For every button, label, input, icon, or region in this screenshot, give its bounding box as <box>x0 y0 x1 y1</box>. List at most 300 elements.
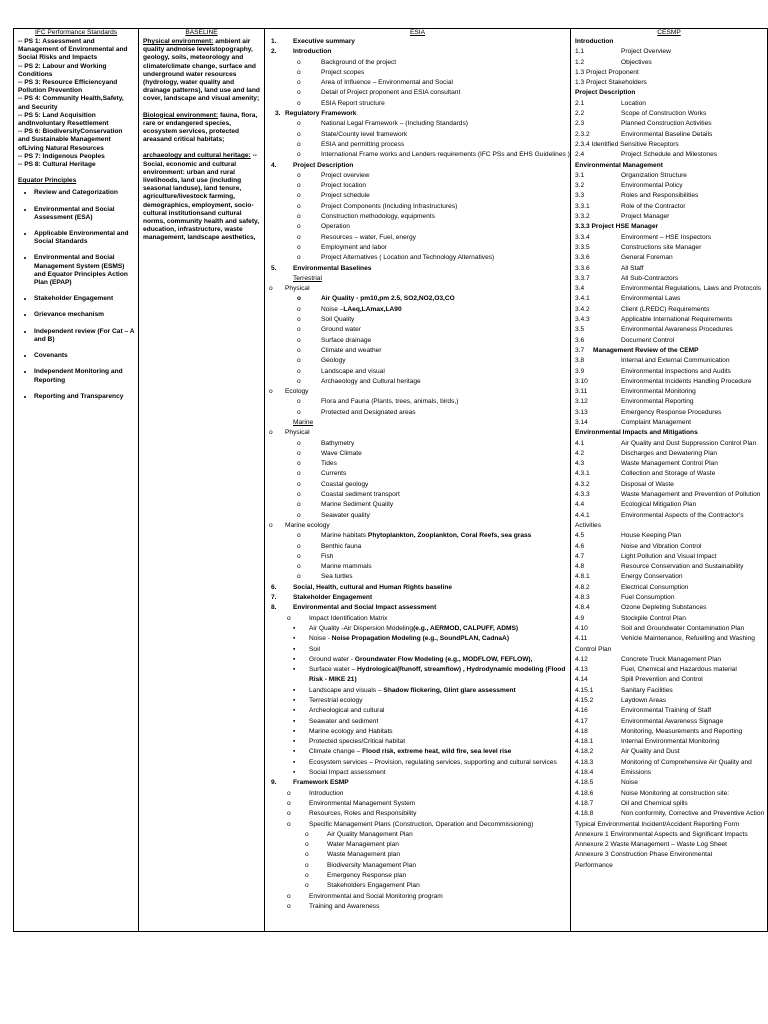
esia-line <box>265 337 570 347</box>
esia-line-marker: 1. <box>271 38 277 45</box>
ps-item: -- PS 7: Indigenous Peoples <box>18 152 105 160</box>
cesmp-line <box>571 851 767 861</box>
cesmp-line <box>571 656 767 666</box>
esia-line-text: Environmental Baselines <box>293 264 372 272</box>
cesmp-line <box>571 450 767 460</box>
esia-line <box>265 398 570 408</box>
cesmp-line-number: 3.14 <box>575 418 588 426</box>
esia-line-text: Landscape and visual <box>321 367 385 375</box>
esia-line-text: Framework ESMP <box>293 779 349 787</box>
esia-line-marker: o <box>297 470 301 478</box>
cesmp-line <box>571 38 767 48</box>
ps-list <box>14 38 138 185</box>
cesmp-line-text: Role of the Contractor <box>621 202 686 210</box>
cesmp-line <box>571 398 767 408</box>
framework-comparison-table <box>13 28 768 932</box>
cesmp-line-number: 3.10 <box>575 377 588 385</box>
cesmp-line-text: Client (LREDC) Requirements <box>621 305 710 313</box>
esia-line <box>265 89 570 99</box>
esia-line-marker: o <box>297 439 301 447</box>
esia-line-text-plain: Noise - <box>309 635 332 643</box>
esia-line-text: Social, Health, cultural and Human Rights baseline <box>293 583 453 591</box>
cesmp-line-text: Fuel Consumption <box>621 594 675 602</box>
cesmp-line <box>571 501 767 511</box>
cesmp-line-text: Environmental Baseline Details <box>621 130 713 138</box>
esia-line-text: Water Management plan <box>327 841 399 849</box>
cesmp-line-text: Spill Prevention and Control <box>621 676 703 684</box>
cesmp-line-number: 3.1 <box>575 171 585 179</box>
cesmp-line-number: 2.3 <box>575 120 585 128</box>
cesmp-line-number: 3.9 <box>575 367 585 375</box>
cesmp-line-number: 3.3.6 <box>575 254 590 262</box>
esia-line <box>265 409 570 419</box>
esia-line-text: Protected species/Critical habitat <box>309 738 406 746</box>
esia-line <box>265 491 570 501</box>
cesmp-line-number: 4.17 <box>575 717 588 725</box>
cesmp-line <box>571 275 767 285</box>
esia-line-text: Archeological and cultural <box>309 707 385 715</box>
esia-line-text: ESIA Report structure <box>321 99 385 107</box>
esia-line-marker: o <box>297 542 301 550</box>
esia-line-text: Geology <box>321 357 346 365</box>
biological-text: fauna, flora, rare or endangered species, ecosystem services, protected areasand critical habitats; <box>143 111 258 144</box>
esia-line-marker: ▪ <box>293 707 296 715</box>
esia-line <box>265 522 570 532</box>
esia-line <box>265 810 570 820</box>
cesmp-line <box>571 79 767 89</box>
esia-line-marker: o <box>297 171 301 179</box>
esia-line-text <box>309 666 565 674</box>
esia-column <box>264 28 571 932</box>
cesmp-line <box>571 769 767 779</box>
cesmp-line-number: 1.3 Project Proponent <box>575 68 639 76</box>
cesmp-line <box>571 532 767 542</box>
esia-line <box>265 59 570 69</box>
esia-line-text: State/County level framework <box>321 130 408 138</box>
ps-item: -- PS 5: Land Acquisition andInvoluntary Resettlement <box>18 111 109 128</box>
cesmp-line-number: Project Description <box>575 89 636 97</box>
esia-line <box>265 120 570 130</box>
cesmp-line-number: 3.7 <box>575 346 585 354</box>
baseline-column <box>138 28 265 932</box>
cesmp-line-text: Energy Conservation <box>621 573 683 581</box>
esia-line <box>265 141 570 151</box>
esia-line-marker: o <box>297 182 301 190</box>
esia-line <box>265 306 570 316</box>
cesmp-line <box>571 862 767 872</box>
cesmp-line-number: 4.2 <box>575 449 585 457</box>
ps-item: -- PS 2: Labour and Working Conditions <box>18 62 107 78</box>
esia-line-text: Bathymetry <box>321 439 355 447</box>
cesmp-line-number: 2.4 <box>575 151 585 159</box>
cesmp-line <box>571 326 767 336</box>
esia-line-text-bold: Groundwater Flow Modeling (e.g., MODFLOW, FEFLOW), <box>354 655 533 663</box>
esia-line-marker: o <box>297 573 301 581</box>
cesmp-line <box>571 553 767 563</box>
esia-line-marker: ▪ <box>293 624 296 632</box>
esia-line-marker: ▪ <box>293 748 296 756</box>
cesmp-line-number: 4.6 <box>575 542 585 550</box>
cesmp-line-number: 3.3 <box>575 192 585 200</box>
esia-line-marker: o <box>287 789 291 797</box>
esia-line-marker: o <box>287 614 291 622</box>
esia-line-marker: o <box>297 254 301 262</box>
esia-line-marker: o <box>297 532 301 540</box>
cesmp-line <box>571 316 767 326</box>
esia-line-text: Environmental and Social Impact assessment <box>293 604 437 612</box>
esia-line-marker: o <box>297 398 301 406</box>
cesmp-line-number: Performance <box>575 861 613 869</box>
esia-line-text <box>309 656 532 664</box>
cesmp-line-text: Disposal of Waste <box>621 480 674 488</box>
cesmp-line-text: Document Control <box>621 336 675 344</box>
esia-line-text: Introduction <box>293 48 332 56</box>
esia-line <box>265 512 570 522</box>
esia-header: ESIA <box>409 29 426 36</box>
esia-line-text-plain: Surface water – <box>309 666 358 674</box>
esia-line <box>265 213 570 223</box>
cesmp-line-number: 4.16 <box>575 707 588 715</box>
esia-line-text: Project schedule <box>321 192 370 200</box>
cesmp-line-text: Environmental Reporting <box>621 398 694 406</box>
esia-line-text: Archaeology and Cultural heritage <box>321 377 421 385</box>
esia-line <box>265 800 570 810</box>
equator-item: • Independent review (For Cat – A and B) <box>34 328 138 344</box>
esia-line-marker: o <box>287 902 291 910</box>
esia-line-text: Wave Climate <box>321 449 362 457</box>
cesmp-line-text: Fuel, Chemical and Hazardous material <box>621 666 737 674</box>
cesmp-line <box>571 666 767 676</box>
cesmp-line-text: Oil and Chemical spills <box>621 799 688 807</box>
esia-line-text: Marine <box>293 418 314 426</box>
esia-line-text: Impact Identification Matrix <box>309 614 388 622</box>
esia-line-text: Coastal sediment transport <box>321 491 400 499</box>
physical-text: ambient air quality andnoise levelstopography, geology, soils, meteorology and climate/climate change, surface and underground water resources (hydrology, water quality and drainage patterns), land use and land cover, landscape and visual amenity; <box>143 38 260 103</box>
cesmp-line-number: 4.4.1 <box>575 511 590 519</box>
ps-item: -- PS 4: Community Health,Safety, and Security <box>18 95 124 111</box>
esia-line-marker: 5. <box>271 264 277 272</box>
esia-line-text: Project location <box>321 182 367 190</box>
esia-line <box>265 903 570 913</box>
esia-line-text <box>309 687 516 695</box>
esia-line-marker: o <box>287 892 291 900</box>
cesmp-line-text: Emergency Response Procedures <box>621 408 722 416</box>
esia-line-text: Environmental Management System <box>309 799 416 807</box>
cesmp-line-text: All Sub-Contractors <box>621 274 679 282</box>
cesmp-line <box>571 584 767 594</box>
cesmp-header: CESMP <box>657 29 681 36</box>
equator-item: • Independent Monitoring and Reporting <box>34 368 138 384</box>
esia-line-marker: o <box>297 367 301 375</box>
esia-line-marker: ▪ <box>293 666 296 674</box>
cesmp-line-text: Resource Conservation and Sustainability <box>621 563 744 571</box>
cesmp-line-number: 1.3 Project Stakeholders <box>575 79 647 87</box>
esia-line-text: Benthic fauna <box>321 542 362 550</box>
esia-line <box>265 254 570 264</box>
esia-line-text: Introduction <box>309 789 344 797</box>
cesmp-line-text: Complaint Management <box>621 418 692 426</box>
cesmp-line-text: Noise <box>621 779 638 787</box>
esia-line-marker: 4. <box>271 161 277 169</box>
esia-line-text: Project Components (Including Infrastructures) <box>321 202 458 210</box>
cesmp-line-text: Project Schedule and Milestones <box>621 151 718 159</box>
cesmp-line-number: Activities <box>575 521 602 529</box>
archaeology-heritage <box>139 152 264 242</box>
cesmp-line-number: 3.4.1 <box>575 295 590 303</box>
esia-line-marker: o <box>297 130 301 138</box>
cesmp-line <box>571 295 767 305</box>
cesmp-line-text: Environmental Regulations, Laws and Protocols <box>621 285 762 293</box>
esia-line <box>265 728 570 738</box>
cesmp-line-text: Monitoring, Measurements and Reporting <box>621 727 743 735</box>
cesmp-line <box>571 254 767 264</box>
cesmp-line-number: 4.8.2 <box>575 583 590 591</box>
cesmp-line-text: Waste Management and Prevention of Pollution <box>621 491 761 499</box>
cesmp-outline <box>571 38 767 872</box>
esia-line-text: Marine mammals <box>321 563 372 571</box>
esia-line <box>265 831 570 841</box>
esia-line-marker: o <box>297 346 301 354</box>
cesmp-line-text: Roles and Responsibilities <box>621 192 699 200</box>
esia-line-marker: o <box>287 799 291 807</box>
cesmp-line-number: 4.5 <box>575 532 585 540</box>
esia-line <box>265 635 570 645</box>
cesmp-line-number: 4.7 <box>575 552 585 560</box>
cesmp-line-text: Planned Construction Activities <box>621 120 712 128</box>
esia-line-text-plain: Air Quality -Air Dispersion Modeling <box>309 624 414 632</box>
equator-item: • Environmental and Social Assessment (ESA) <box>34 206 138 222</box>
cesmp-line-text: Noise Monitoring at construction site: <box>621 789 730 797</box>
cesmp-line-number: 4.14 <box>575 676 588 684</box>
cesmp-line <box>571 69 767 79</box>
esia-line-marker: o <box>297 120 301 128</box>
cesmp-line-text: All Staff <box>621 264 644 272</box>
esia-line-text: Environmental and Social Monitoring program <box>309 892 443 900</box>
biological-label: Biological environment: <box>143 111 219 119</box>
cesmp-line-number: 4.18.4 <box>575 769 594 777</box>
cesmp-line-number: 4.4 <box>575 501 585 509</box>
esia-line <box>265 646 570 656</box>
esia-line-marker: o <box>297 336 301 344</box>
cesmp-line-number: 2.1 <box>575 99 585 107</box>
esia-line-text: Physical <box>285 429 310 437</box>
esia-line-text: Executive summary <box>293 38 355 45</box>
cesmp-line-text: Vehicle Maintenance, Refuelling and Washing <box>621 635 755 643</box>
esia-line <box>265 604 570 614</box>
esia-line <box>265 378 570 388</box>
cesmp-line-number: 4.8.4 <box>575 604 590 612</box>
esia-line <box>265 821 570 831</box>
esia-line-marker: ▪ <box>293 645 296 653</box>
cesmp-line <box>571 841 767 851</box>
baseline-header: BASELINE <box>185 29 218 36</box>
esia-line-marker: o <box>297 552 301 560</box>
esia-line-marker: o <box>305 851 309 859</box>
cesmp-line <box>571 718 767 728</box>
cesmp-line <box>571 131 767 141</box>
cesmp-line-number: 4.18.1 <box>575 738 594 746</box>
cesmp-column <box>570 28 768 932</box>
esia-line-marker: 2. <box>271 48 277 56</box>
esia-line-marker: 7. <box>271 594 277 602</box>
cesmp-line-number: Annexure 3 Construction Phase Environmental <box>575 851 713 859</box>
cesmp-line <box>571 357 767 367</box>
esia-line-text-bold: Flood risk, extreme heat, wild fire, sea level rise <box>362 748 512 756</box>
esia-line-text: Area of Influence – Environmental and Social <box>321 79 453 87</box>
esia-line <box>265 285 570 295</box>
esia-line-text: Ecology <box>285 388 309 396</box>
cesmp-line-text: Environmental Training of Staff <box>621 707 712 715</box>
esia-line-marker: o <box>305 841 309 849</box>
esia-line <box>265 676 570 686</box>
cesmp-line <box>571 573 767 583</box>
archaeology-label: archaeology and cultural heritage: <box>143 152 251 160</box>
esia-line <box>265 79 570 89</box>
ps-item: -- PS 1: Assessment and Management of Environmental and Social Risks and Impacts <box>18 38 128 62</box>
cesmp-line-text: Project Overview <box>621 48 671 56</box>
esia-line-text-bold: Noise Propagation Modeling (e.g., SoundPLAN, CadnaA) <box>331 635 510 643</box>
cesmp-line-text: Applicable International Requirements <box>621 316 733 324</box>
esia-line-marker: o <box>297 408 301 416</box>
esia-line-text: Seawater and sediment <box>309 717 379 725</box>
esia-line-text: Fish <box>321 552 334 560</box>
esia-line-marker: o <box>297 99 301 107</box>
cesmp-line-number: 4.18.2 <box>575 748 594 756</box>
cesmp-line <box>571 337 767 347</box>
cesmp-line <box>571 491 767 501</box>
esia-line <box>265 470 570 480</box>
esia-line-marker: o <box>297 223 301 231</box>
cesmp-line-text: Internal and External Communication <box>621 357 730 365</box>
cesmp-line <box>571 512 767 522</box>
esia-line-text: Project Description <box>293 161 354 169</box>
cesmp-line <box>571 347 767 357</box>
cesmp-line <box>571 419 767 429</box>
esia-line-text: Employment and labor <box>321 243 387 251</box>
esia-line-text: Training and Awareness <box>309 902 380 910</box>
cesmp-line <box>571 676 767 686</box>
cesmp-line-number: 4.15.2 <box>575 697 594 704</box>
esia-line <box>265 584 570 594</box>
esia-line-marker: o <box>297 377 301 385</box>
cesmp-line-text: Environmental Awareness Signage <box>621 717 724 725</box>
esia-line-text: Terrestrial ecology <box>309 697 363 704</box>
esia-line <box>265 893 570 903</box>
esia-line-text-plain: Climate change – <box>309 748 363 756</box>
esia-line <box>265 790 570 800</box>
esia-line-text: Specific Management Plans (Construction, Operation and Decommissioning) <box>309 820 534 828</box>
cesmp-line <box>571 409 767 419</box>
esia-line-text-bold: Phytoplankton, Zooplankton, Coral Reefs, sea grass <box>367 532 532 540</box>
cesmp-line <box>571 707 767 717</box>
cesmp-line-number: 3.12 <box>575 398 588 406</box>
esia-line-text: Soil Quality <box>321 316 355 324</box>
cesmp-line <box>571 234 767 244</box>
esia-line-marker: o <box>297 68 301 76</box>
esia-line <box>265 697 570 707</box>
cesmp-line <box>571 738 767 748</box>
esia-line-text: Tides <box>321 460 337 468</box>
cesmp-line <box>571 522 767 532</box>
esia-line-text: Marine Sediment Quality <box>321 501 394 509</box>
cesmp-line-number: 3.3.6 <box>575 264 590 272</box>
esia-line-text: Operation <box>321 223 350 231</box>
esia-line-marker: o <box>305 830 309 838</box>
cesmp-line <box>571 800 767 810</box>
esia-line-text: Physical <box>285 285 310 293</box>
cesmp-line-number: Environmental Management <box>575 161 663 169</box>
esia-line-text: Terrestrial <box>293 274 322 282</box>
cesmp-line-number: Introduction <box>575 38 614 45</box>
cesmp-line-text: Environmental Monitoring <box>621 388 696 396</box>
cesmp-line <box>571 368 767 378</box>
esia-line <box>265 429 570 439</box>
esia-line-text: National Legal Framework – (Including Standards) <box>321 120 468 128</box>
esia-line-marker: ▪ <box>293 697 296 704</box>
cesmp-line <box>571 265 767 275</box>
cesmp-line <box>571 728 767 738</box>
esia-line <box>265 450 570 460</box>
cesmp-line-text: Objectives <box>621 58 652 66</box>
cesmp-line-text: Stockpile Control Plan <box>621 614 686 622</box>
cesmp-line <box>571 120 767 130</box>
esia-line-text: ESIA and permitting process <box>321 140 405 148</box>
esia-line-marker: o <box>269 521 273 529</box>
esia-line <box>265 594 570 604</box>
cesmp-line <box>571 543 767 553</box>
cesmp-line <box>571 779 767 789</box>
equator-item: • Stakeholder Engagement <box>34 295 138 303</box>
equator-list <box>14 189 138 400</box>
cesmp-line-text: Collection and Storage of Waste <box>621 470 716 478</box>
esia-line-text: Biodiversity Management Plan <box>327 861 417 869</box>
esia-line-marker: o <box>297 449 301 457</box>
esia-line-text: International Frame works and Lenders requirements (IFC PSs and EHS Guidelines ) <box>321 151 570 159</box>
esia-line-text-plain: Ground water - <box>309 655 355 663</box>
esia-line <box>265 419 570 429</box>
cesmp-line-number: 4.3 <box>575 460 585 468</box>
esia-line-marker: o <box>305 882 309 890</box>
cesmp-line-text: Environmental Laws <box>621 295 681 303</box>
esia-line-text: Protected and Designated areas <box>321 408 416 416</box>
esia-line <box>265 131 570 141</box>
esia-line-text: Construction methodology, equipments <box>321 213 435 221</box>
esia-line <box>265 110 570 120</box>
cesmp-line-number: 4.12 <box>575 655 588 663</box>
esia-line <box>265 563 570 573</box>
cesmp-line-number: 4.15.1 <box>575 686 594 694</box>
cesmp-line-number: 3.3.4 <box>575 233 590 241</box>
cesmp-line-number: 2.3.2 <box>575 130 590 138</box>
cesmp-line-text: Noise and Vibration Control <box>621 542 702 550</box>
esia-line-marker: o <box>297 480 301 488</box>
esia-line-text <box>321 306 402 314</box>
biological-environment <box>139 112 264 145</box>
esia-line-text: Resources – water, Fuel, energy <box>321 233 416 241</box>
esia-line-marker: ▪ <box>293 717 296 725</box>
esia-line-marker: o <box>297 243 301 251</box>
cesmp-line <box>571 831 767 841</box>
esia-line-text: Social Impact assessment <box>309 769 386 777</box>
esia-line-marker: o <box>297 140 301 148</box>
esia-line <box>265 244 570 254</box>
cesmp-line <box>571 604 767 614</box>
esia-line-marker: o <box>297 233 301 241</box>
cesmp-line <box>571 625 767 635</box>
cesmp-line-number: Typical Environmental Incident/Accident Reporting Form <box>575 820 740 828</box>
cesmp-line <box>571 151 767 161</box>
esia-line-marker: o <box>297 563 301 571</box>
